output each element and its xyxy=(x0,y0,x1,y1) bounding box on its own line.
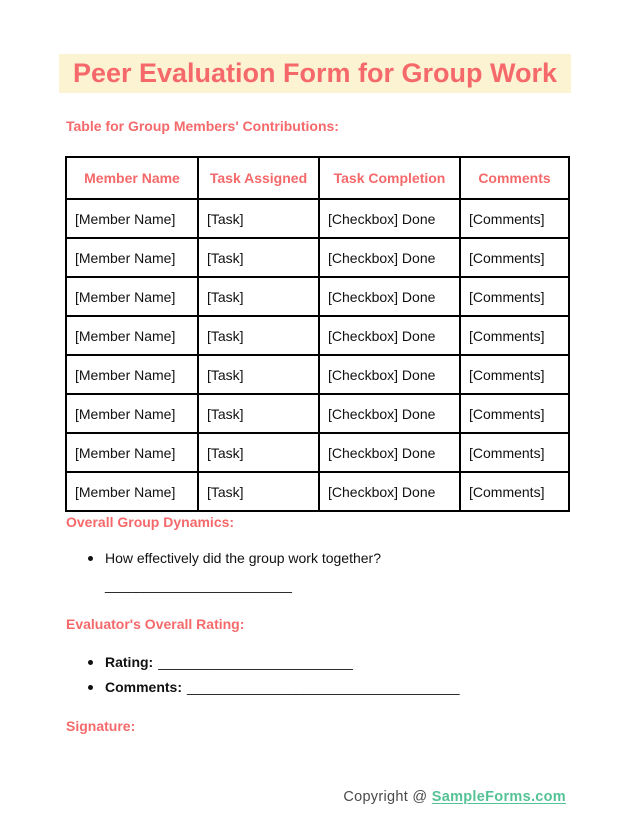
cell-task-completion: [Checkbox] Done xyxy=(319,277,460,316)
cell-task: [Task] xyxy=(198,433,319,472)
column-header-task-completion: Task Completion xyxy=(319,157,460,199)
cell-member-name: [Member Name] xyxy=(66,472,198,511)
cell-task: [Task] xyxy=(198,277,319,316)
cell-task: [Task] xyxy=(198,355,319,394)
evaluator-rating-heading: Evaluator's Overall Rating: xyxy=(66,616,245,632)
column-header-comments: Comments xyxy=(460,157,569,199)
rating-line-wrap xyxy=(105,654,353,671)
cell-task-completion: [Checkbox] Done xyxy=(319,394,460,433)
contributions-section-heading: Table for Group Members' Contributions: xyxy=(66,118,339,134)
cell-task: [Task] xyxy=(198,472,319,511)
cell-task: [Task] xyxy=(198,316,319,355)
column-header-task-assigned: Task Assigned xyxy=(198,157,319,199)
table-row xyxy=(66,238,569,277)
table-row xyxy=(66,394,569,433)
cell-member-name: [Member Name] xyxy=(66,199,198,238)
comments-label: Comments: xyxy=(105,679,183,695)
comments-line-wrap xyxy=(105,679,460,696)
group-dynamics-question-item xyxy=(88,550,630,567)
cell-comments: [Comments] xyxy=(460,316,569,355)
cell-member-name: [Member Name] xyxy=(66,277,198,316)
column-header-member-name: Member Name xyxy=(66,157,198,199)
table-row xyxy=(66,355,569,394)
cell-member-name: [Member Name] xyxy=(66,394,198,433)
table-row xyxy=(66,316,569,355)
cell-comments: [Comments] xyxy=(460,355,569,394)
group-dynamics-question: How effectively did the group work together? xyxy=(105,550,382,566)
rating-fill-line: _________________________ xyxy=(158,654,353,670)
title-wrap xyxy=(0,54,630,93)
cell-member-name: [Member Name] xyxy=(66,238,198,277)
table-row xyxy=(66,433,569,472)
rating-label: Rating: xyxy=(105,654,154,670)
cell-comments: [Comments] xyxy=(460,472,569,511)
cell-member-name: [Member Name] xyxy=(66,355,198,394)
sampleforms-link[interactable]: SampleForms.com xyxy=(431,789,566,805)
cell-comments: [Comments] xyxy=(460,238,569,277)
cell-task-completion: [Checkbox] Done xyxy=(319,238,460,277)
cell-task-completion: [Checkbox] Done xyxy=(319,355,460,394)
comments-item xyxy=(88,679,630,696)
cell-task: [Task] xyxy=(198,394,319,433)
cell-task-completion: [Checkbox] Done xyxy=(319,433,460,472)
cell-task-completion: [Checkbox] Done xyxy=(319,199,460,238)
cell-comments: [Comments] xyxy=(460,277,569,316)
cell-comments: [Comments] xyxy=(460,199,569,238)
cell-comments: [Comments] xyxy=(460,394,569,433)
cell-task: [Task] xyxy=(198,238,319,277)
cell-task-completion: [Checkbox] Done xyxy=(319,316,460,355)
rating-item xyxy=(88,654,630,671)
group-dynamics-heading: Overall Group Dynamics: xyxy=(66,514,235,530)
cell-member-name: [Member Name] xyxy=(66,433,198,472)
cell-task-completion: [Checkbox] Done xyxy=(319,472,460,511)
signature-heading: Signature: xyxy=(66,718,136,734)
table-header-row xyxy=(66,157,569,199)
cell-member-name: [Member Name] xyxy=(66,316,198,355)
bullet-icon xyxy=(88,660,93,665)
table-row xyxy=(66,277,569,316)
table-row xyxy=(66,199,569,238)
bullet-icon xyxy=(88,556,93,561)
group-dynamics-answer-line: ________________________ xyxy=(105,577,292,593)
page-title: Peer Evaluation Form for Group Work xyxy=(59,54,571,93)
copyright-text: Copyright @ xyxy=(343,789,432,805)
footer-copyright xyxy=(343,788,566,806)
comments-fill-line: ___________________________________ xyxy=(187,679,460,695)
bullet-icon xyxy=(88,685,93,690)
contributions-table xyxy=(65,156,570,512)
table-row xyxy=(66,472,569,511)
cell-comments: [Comments] xyxy=(460,433,569,472)
cell-task: [Task] xyxy=(198,199,319,238)
